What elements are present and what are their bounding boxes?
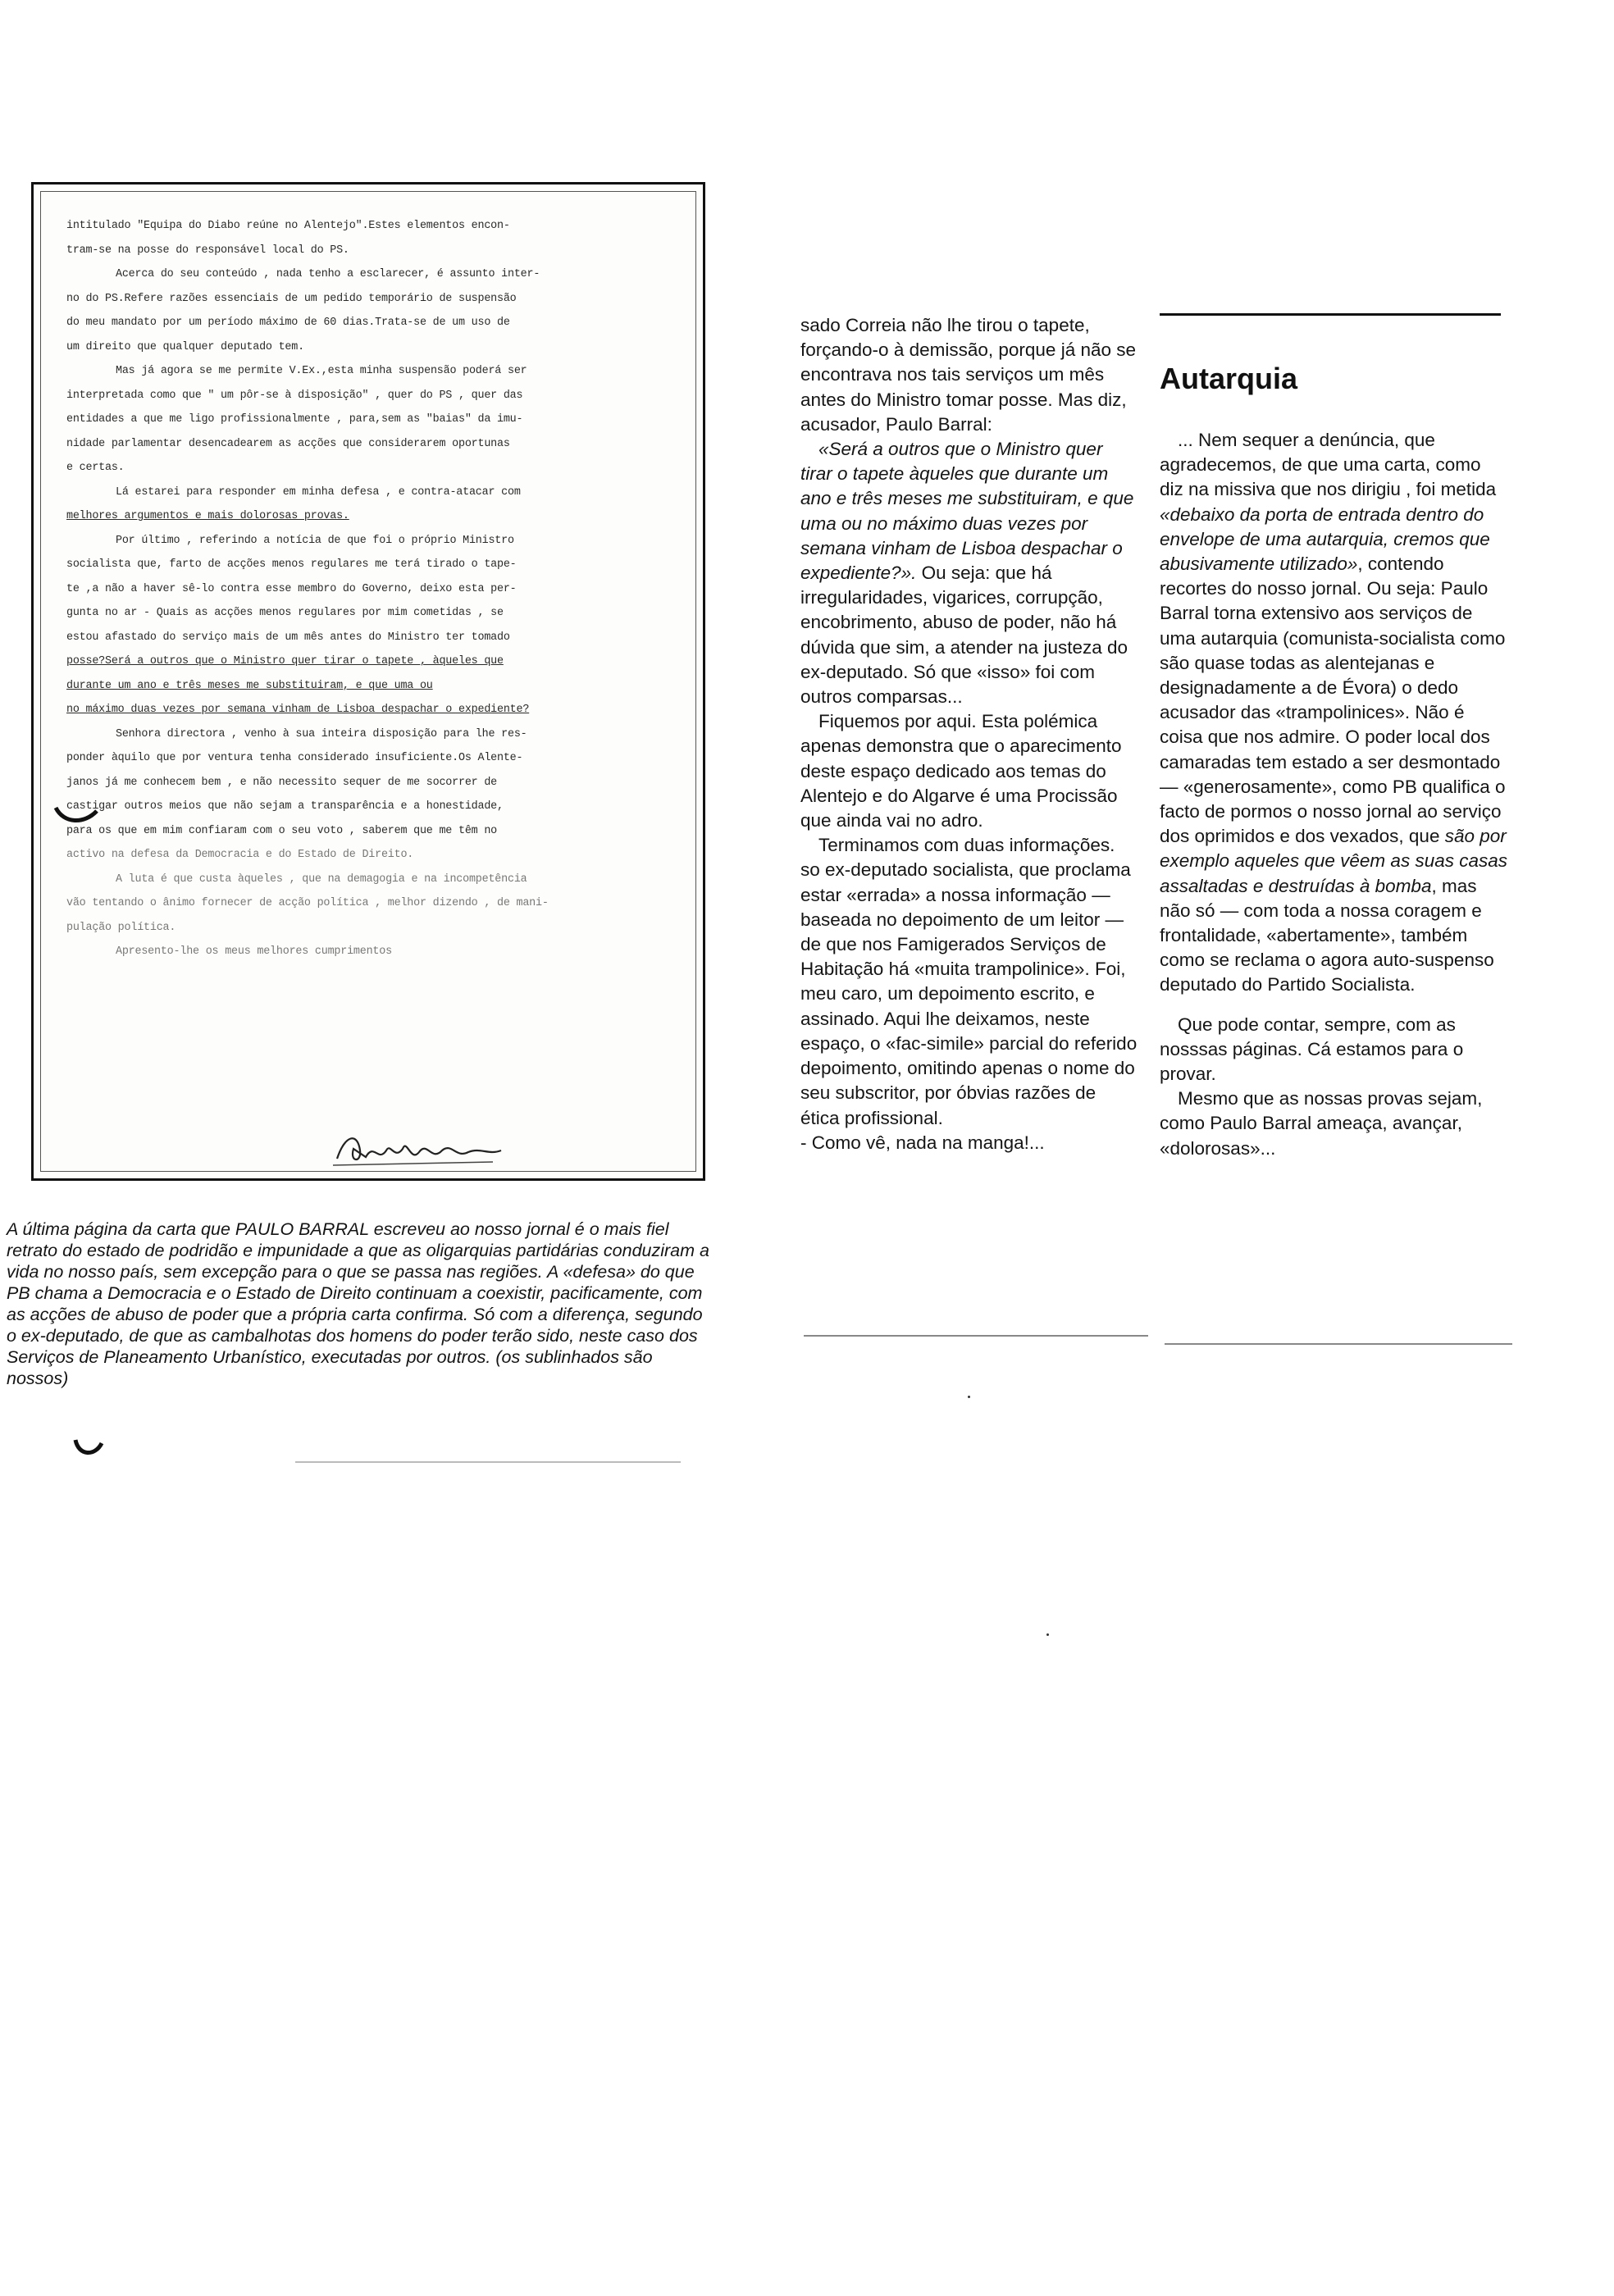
quotation: «Será a outros que o Ministro quer tirar o tapete àqueles que durante um ano e três meses me substituiram, e que uma ou no máximo duas vezes por semana vinham de Lisboa despachar o expediente?». <box>800 439 1134 584</box>
paragraph: Mesmo que as nossas provas sejam, como Paulo Barral ameaça, avançar, «dolorosas»... <box>1160 1088 1483 1159</box>
article-column-middle <box>800 313 1138 1155</box>
letter-line: entidades a que me ligo profissionalmente , para,sem as "baias" da imu- <box>66 413 523 426</box>
letter-line: gunta no ar - Quais as acções menos regulares por mim cometidas , se <box>66 607 504 619</box>
pen-mark <box>52 801 101 826</box>
letter-line-underlined: posse?Será a outros que o Ministro quer tirar o tapete , àqueles que <box>66 655 504 667</box>
section-heading: Autarquia <box>1160 362 1298 395</box>
letter-line: socialista que, farto de acções menos regulares me terá tirado o tape- <box>66 558 517 571</box>
letter-line: para os que em mim confiaram com o seu voto , saberem que me têm no <box>66 824 497 837</box>
letter-line-underlined: durante um ano e três meses me substituiram, e que uma ou <box>66 679 433 692</box>
paragraph-text: ... Nem sequer a denúncia, que agradecemos, de que uma carta, como diz na missiva que nos dirigiu , foi metida <box>1160 430 1497 500</box>
emphasis: são por exemplo aqueles que vêem as suas casas assaltadas e destruídas à bomba <box>1160 826 1507 896</box>
letter-line: Apresento-lhe os meus melhores cumprimentos <box>116 945 392 958</box>
paragraph: Que pode contar, sempre, com as nosssas páginas. Cá estamos para o provar. <box>1160 1014 1464 1085</box>
letter-line: um direito que qualquer deputado tem. <box>66 340 304 353</box>
letter-line: do meu mandato por um período máximo de 60 dias.Trata-se de um uso de <box>66 317 510 329</box>
scan-noise <box>295 1461 681 1463</box>
paragraph: Terminamos com duas informações. so ex-deputado socialista, que proclama estar «errada» a nossa informação — baseada no depoimento de um leitor — de que nos Famigerados Serviços de Habitação há «muita trampolinice». Foi, meu caro, um depoimento escrito, e assinado. Aqui lhe deixamos, neste espaço, o «fac-simile» parcial do referido depoimento, omitindo apenas o nome do seu subscritor, por óbvias razões de ética profissional. <box>800 835 1138 1128</box>
letter-line: e certas. <box>66 462 125 474</box>
paragraph: Fiquemos por aqui. Esta polémica apenas demonstra que o aparecimento deste espaço dedicado aos temas do Alentejo e do Algarve é uma Procissão que ainda vai no adro. <box>800 711 1122 831</box>
letter-facsimile <box>31 182 705 1181</box>
scan-speck <box>1046 1633 1049 1636</box>
scan-noise <box>804 1335 1148 1337</box>
letter-line: Senhora directora , venho à sua inteira disposição para lhe res- <box>116 727 527 740</box>
paragraph <box>800 437 1138 709</box>
scan-noise <box>1165 1343 1512 1345</box>
paragraph: - Como vê, nada na manga!... <box>800 1132 1045 1153</box>
letter-line: interpretada como que " um pôr-se à disposição" , quer do PS , quer das <box>66 389 523 402</box>
letter-line: intitulado "Equipa do Diabo reúne no Alentejo".Estes elementos encon- <box>66 220 510 232</box>
letter-line: Mas já agora se me permite V.Ex.,esta minha suspensão poderá ser <box>116 365 527 377</box>
paragraph-text: Ou seja: que há irregularidades, vigarices, corrupção, encobrimento, abuso de poder, não há dúvida que sim, a atender na justeza do ex-deputado. Só que «isso» foi com outros comparsas... <box>800 563 1128 708</box>
quotation: «debaixo da porta de entrada dentro do envelope de uma autarquia, cremos que abusivamente utilizado» <box>1160 503 1490 575</box>
letter-line: ponder àquilo que por ventura tenha considerado insuficiente.Os Alente- <box>66 752 523 764</box>
article-column-right <box>1160 428 1507 1161</box>
signature-mark <box>329 1126 509 1175</box>
letter-line: castigar outros meios que não sejam a transparência e a honestidade, <box>66 800 504 813</box>
section-rule <box>1160 313 1501 316</box>
letter-line: janos já me conhecem bem , e não necessito sequer de me socorrer de <box>66 776 497 789</box>
letter-line: Lá estarei para responder em minha defesa , e contra-atacar com <box>116 485 521 499</box>
letter-line: te ,a não a haver sê-lo contra esse membro do Governo, deixo esta per- <box>66 582 517 595</box>
letter-line-underlined: no máximo duas vezes por semana vinham de Lisboa despachar o expediente? <box>66 704 530 716</box>
letter-line: Acerca do seu conteúdo , nada tenho a esclarecer, é assunto inter- <box>116 268 540 280</box>
letter-line: A luta é que custa àqueles , que na demagogia e na incompetência <box>116 872 527 886</box>
paragraph-text: , contendo recortes do nosso jornal. Ou seja: Paulo Barral torna extensivo aos serviços de uma autarquia (comunista-socialista como são quase todas as alentejanas e designadamente a de Évora) o dedo acusador das «trampolinices». Não é coisa que nos admire. O poder local dos camaradas tem estado a ser desmontado — «generosamente», como PB qualifica o facto de pormos o nosso jornal ao serviço dos oprimidos e dos vexados, que <box>1160 554 1506 847</box>
pen-mark <box>72 1435 105 1460</box>
paragraph-text: , mas não só — com toda a nossa coragem e frontalidade, «abertamente», também como se reclama o agora auto-suspenso deputado do Partido Socialista. <box>1160 875 1494 995</box>
letter-body <box>66 214 665 964</box>
letter-line: nidade parlamentar desencadearem as acções que considerarem oportunas <box>66 437 510 450</box>
letter-line-underlined: melhores argumentos e mais dolorosas provas. <box>66 510 349 522</box>
paragraph <box>1160 428 1507 998</box>
letter-line: estou afastado do serviço mais de um mês antes do Ministro ter tomado <box>66 631 510 644</box>
letter-line: vão tentando o ânimo fornecer de acção política , melhor dizendo , de mani- <box>66 897 549 909</box>
letter-line: Por último , referindo a notícia de que foi o próprio Ministro <box>116 534 514 547</box>
letter-line: activo na defesa da Democracia e do Estado de Direito. <box>66 849 414 861</box>
figure-caption: A última página da carta que PAULO BARRAL escreveu ao nosso jornal é o mais fiel retrato do estado de podridão e impunidade a que as oligarquias partidárias conduziram a vida no nosso país, sem excepção para o que se passa nas regiões. A «defesa» do que PB chama a Democracia e o Estado de Direito continuam a coexistir, pacificamente, com as acções de abuso de poder que a própria carta confirma. Só com a diferença, segundo o ex-deputado, de que as cambalhotas dos homens do poder terão sido, neste caso dos Serviços de Planeamento Urbanístico, executadas por outros. (os sublinhados são nossos) <box>7 1219 709 1388</box>
letter-line: pulação política. <box>66 921 176 934</box>
letter-line: tram-se na posse do responsável local do PS. <box>66 244 349 257</box>
paragraph: sado Correia não lhe tirou o tapete, forçando-o à demissão, porque já não se encontrava nos tais serviços um mês antes do Ministro tomar posse. Mas diz, acusador, Paulo Barral: <box>800 315 1137 435</box>
letter-line: no do PS.Refere razões essenciais de um pedido temporário de suspensão <box>66 292 517 305</box>
scan-speck <box>968 1396 970 1398</box>
